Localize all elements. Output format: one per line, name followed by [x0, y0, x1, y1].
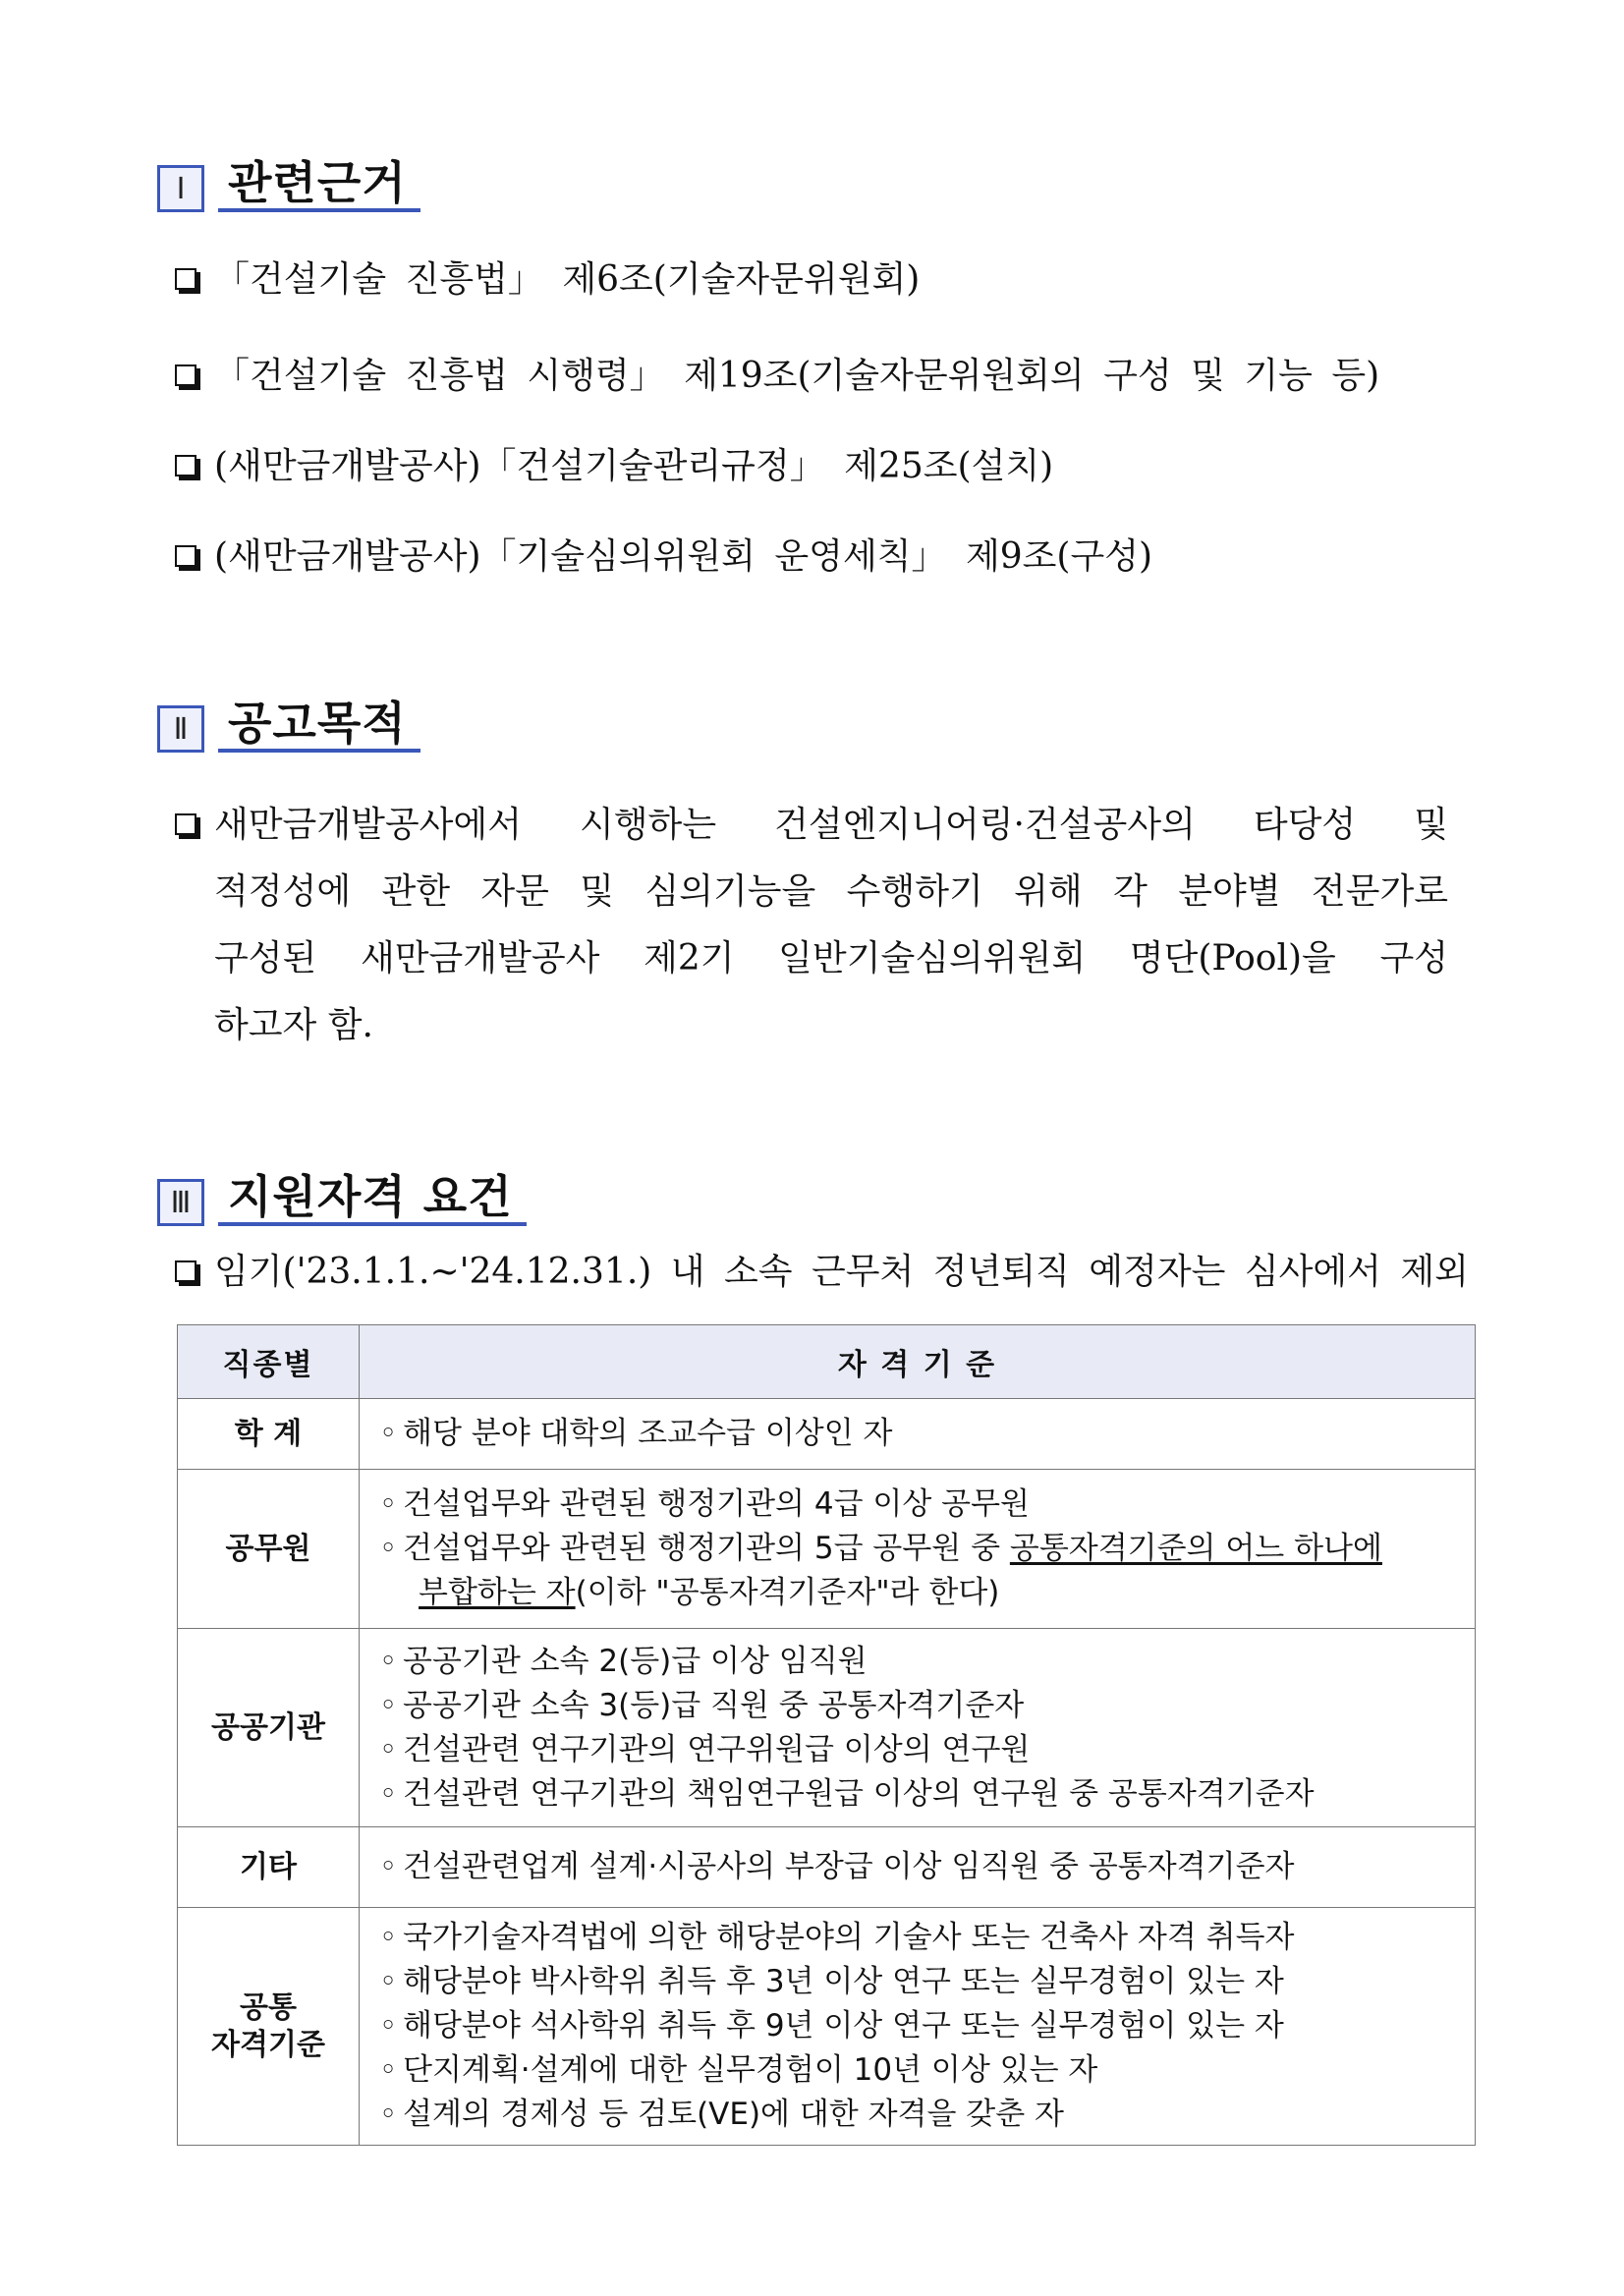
section-title: 관련근거: [218, 157, 420, 212]
checkbox-bullet-icon: [175, 1260, 196, 1282]
checkbox-bullet-icon: [175, 455, 196, 476]
table-row: [178, 1908, 1476, 2146]
paragraph-line: 적정성에 관한 자문 및 심의기능을 수행하기 위해 각 분야별 전문가로: [214, 871, 1448, 912]
section-number: Ⅲ: [157, 1179, 204, 1226]
section-heading-1: [157, 157, 420, 212]
criteria-cell: ◦ 국가기술자격법에 의한 해당분야의 기술사 또는 건축사 자격 취득자 ◦ 해당분야 박사학위 취득 후 3년 이상 연구 또는 실무경험이 있는 자 ◦ 해당분야 석사학위 취득 후 9년 이상 연구 또는 실무경험이 있는 자 ◦ 단지계획·설계에 대한 실무경험이 10년 이상 있는 자 ◦ 설계의 경제성 등 검토(VE)에 대한 자격을 갖춘 자: [360, 1908, 1476, 2146]
section-heading-2: [157, 698, 420, 753]
column-header: 자 격 기 준: [360, 1325, 1476, 1399]
bullet-icon: ◦: [379, 2052, 398, 2088]
column-header: 직종별: [178, 1325, 360, 1399]
checkbox-bullet-icon: [175, 545, 196, 567]
criteria-cell: ◦ 건설업무와 관련된 행정기관의 4급 이상 공무원 ◦ 건설업무와 관련된 행정기관의 5급 공무원 중 공통자격기준의 어느 하나에 부합하는 자(이하 "공통자격기준자"라 한다): [360, 1470, 1476, 1629]
bullet-icon: ◦: [379, 1920, 398, 1955]
bullet-icon: ◦: [379, 2097, 398, 2132]
section-number: Ⅰ: [157, 165, 204, 212]
bullet-icon: ◦: [379, 1643, 398, 1679]
bullet-icon: ◦: [379, 2008, 398, 2044]
table-row: [178, 1827, 1476, 1908]
section-number: Ⅱ: [157, 705, 204, 753]
section-title: 지원자격 요건: [218, 1171, 527, 1226]
bullet-icon: ◦: [379, 1416, 398, 1451]
qualification-table: [177, 1324, 1476, 2146]
criteria-cell: ◦ 건설관련업계 설계·시공사의 부장급 이상 임직원 중 공통자격기준자: [360, 1827, 1476, 1908]
checkbox-bullet-icon: [175, 364, 196, 386]
bullet-icon: ◦: [379, 1775, 398, 1812]
paragraph-line: 새만금개발공사에서 시행하는 건설엔지니어링·건설공사의 타당성 및: [214, 805, 1448, 845]
list-item: 「건설기술 진흥법 시행령」 제19조(기술자문위원회의 구성 및 기능 등): [175, 354, 1379, 399]
category-cell: 공무원: [178, 1470, 360, 1629]
category-cell: 공통 자격기준: [178, 1908, 360, 2146]
checkbox-bullet-icon: [175, 268, 196, 290]
purpose-paragraph: [175, 792, 1448, 1059]
list-item: (새만금개발공사)「건설기술관리규정」 제25조(설치): [175, 444, 1053, 489]
bullet-icon: ◦: [379, 1964, 398, 1999]
bullet-icon: ◦: [379, 1731, 398, 1767]
list-item: 「건설기술 진흥법」 제6조(기술자문위원회): [175, 257, 920, 303]
section-heading-3: [157, 1171, 527, 1226]
paragraph-line: 하고자 함.: [214, 1005, 373, 1045]
bullet-icon: ◦: [379, 1531, 398, 1566]
bullet-icon: ◦: [379, 1687, 398, 1723]
table-row: [178, 1470, 1476, 1629]
category-cell: 공공기관: [178, 1629, 360, 1827]
table-header-row: [178, 1325, 1476, 1399]
paragraph-line: 구성된 새만금개발공사 제2기 일반기술심의위원회 명단(Pool)을 구성: [214, 938, 1448, 979]
section-title: 공고목적: [218, 698, 420, 753]
table-row: [178, 1629, 1476, 1827]
criteria-cell: ◦ 공공기관 소속 2(등)급 이상 임직원 ◦ 공공기관 소속 3(등)급 직원 중 공통자격기준자 ◦ 건설관련 연구기관의 연구위원급 이상의 연구원 ◦ 건설관련 연구기관의 책임연구원급 이상의 연구원 중 공통자격기준자: [360, 1629, 1476, 1827]
eligibility-note: 임기('23.1.1.~'24.12.31.) 내 소속 근무처 정년퇴직 예정자는 심사에서 제외: [175, 1250, 1469, 1295]
criteria-cell: ◦ 해당 분야 대학의 조교수급 이상인 자: [360, 1399, 1476, 1470]
table-row: [178, 1399, 1476, 1470]
checkbox-bullet-icon: [175, 813, 196, 835]
bullet-icon: ◦: [379, 1486, 398, 1522]
category-cell: 기타: [178, 1827, 360, 1908]
list-item: (새만금개발공사)「기술심의위원회 운영세칙」 제9조(구성): [175, 534, 1152, 580]
bullet-icon: ◦: [379, 1849, 398, 1884]
category-cell: 학 계: [178, 1399, 360, 1470]
